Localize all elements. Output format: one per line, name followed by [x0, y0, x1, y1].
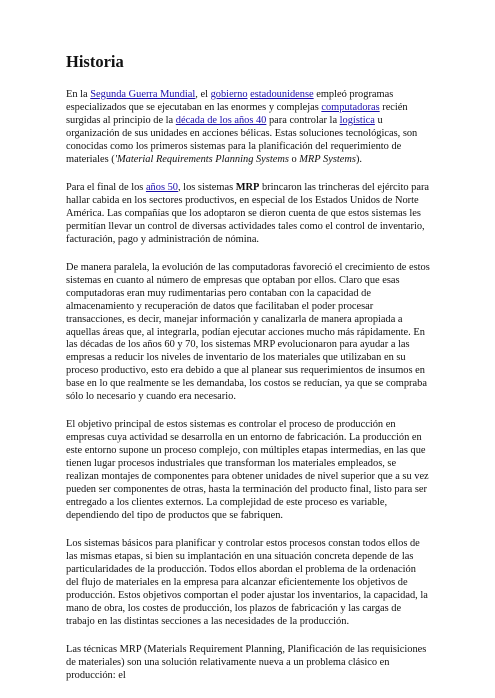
text: brincaron las trincheras del ejército para hallar cabida en los sectores productivos, en especial de los Estados Unidos de Norte América. Las compañías que los adoptaron se dieron cuenta de que estos sistemas les permitían llevar un control de diversas actividades tales como el control de inventario, facturación, pago y administración de nómina.	[66, 181, 430, 245]
paragraph-4: El objetivo principal de estos sistemas es controlar el proceso de producción en empresas cuya actividad se desarrolla en un entorno de fabricación. La producción en este entorno supone un proceso complejo, con múltiples etapas intermedias, en las que tienen lugar procesos industriales que transforman los materiales empleados, se realizan montajes de componentes para obtener unidades de nivel superior que a su vez pueden ser componentes de otras, hasta la terminación del producto final, listo para ser entregado a los clientes externos. La complejidad de este proceso es variable, dependiendo del tipo de productos que se fabriquen.	[66, 419, 429, 521]
text: para controlar la	[266, 114, 340, 126]
paragraph-2	[66, 182, 431, 247]
paragraph-6: Las técnicas MRP (Materials Requirement Planning, Planificación de las requisiciones de materiales) son una solución relativamente nueva a un problema clásico en producción: el	[66, 644, 427, 681]
text: En la	[66, 89, 91, 100]
link-computadoras[interactable]: computadoras	[321, 101, 380, 113]
text: , el	[195, 89, 211, 100]
italic-text: 'Material Requirements Planning Systems	[114, 153, 289, 165]
paragraph-1	[66, 89, 431, 166]
text: o	[288, 153, 300, 165]
document-body	[66, 52, 431, 698]
text: , los sistemas	[177, 181, 236, 193]
italic-text: MRP Systems	[299, 153, 356, 165]
paragraph-5: Los sistemas básicos para planificar y controlar estos procesos constan todos ellos de las mismas etapas, si bien su implantación en una situación concreta depende de las particularidades de la producción. Todos ellos abordan el problema de la ordenación del flujo de materiales en la empresa para alcanzar eficientemente los objetivos de producción. Estos objetivos comportan el poder ajustar los inventarios, la capacidad, la mano de obra, los costes de producción, los plazos de fabricación y las cargas de trabajo en las distintas secciones a las necesidades de la producción.	[66, 538, 428, 627]
text: u organización de sus unidades en acciones bélicas. Estas soluciones tecnológicas, son conocidas como los primeros sistemas para la planificación del requerimiento de materiales (	[66, 114, 418, 165]
page-title: Historia	[66, 52, 124, 71]
text: Para el final de los	[66, 181, 146, 193]
link-decada-anos-40[interactable]: década de los años 40	[175, 114, 267, 126]
text: recién surgidas al principio de la	[66, 101, 408, 126]
text: empleó programas especializados que se ejecutaban en las enormes y complejas	[66, 89, 394, 113]
link-logistica[interactable]: logística	[339, 114, 375, 126]
paragraph-3: De manera paralela, la evolución de las computadoras favoreció el crecimiento de estos sistemas en cuanto al número de empresas que optaban por ellos. Claro que esas computadoras eran muy rudimentarias pero contaban con la capacidad de almacenamiento y recuperación de datos que facilitaban el poder procesar transacciones, es decir, manejar información y canalizarla de manera apropiada a aquellas áreas que, al integrarla, podían ejecutar acciones mucho más rápidamente. En las décadas de los años 60 y 70, los sistemas MRP evolucionaron para ayudar a las empresas a reducir los niveles de inventario de los materiales que utilizaban en su proceso productivo, esto era debido a que al planear sus requerimientos de insumos en base en lo que realmente se les demandaba, los costos se reducían, ya que se compraba sólo lo necesario y cuando era necesario.	[66, 261, 430, 403]
bold-text: MRP	[235, 181, 260, 193]
link-segunda-guerra-mundial[interactable]: Segunda Guerra Mundial	[90, 89, 196, 100]
link-estadounidense[interactable]: estadounidense	[250, 89, 314, 100]
link-gobierno[interactable]: gobierno	[210, 89, 248, 100]
link-anos-50[interactable]: años 50	[145, 181, 178, 193]
text: ).	[355, 153, 362, 165]
